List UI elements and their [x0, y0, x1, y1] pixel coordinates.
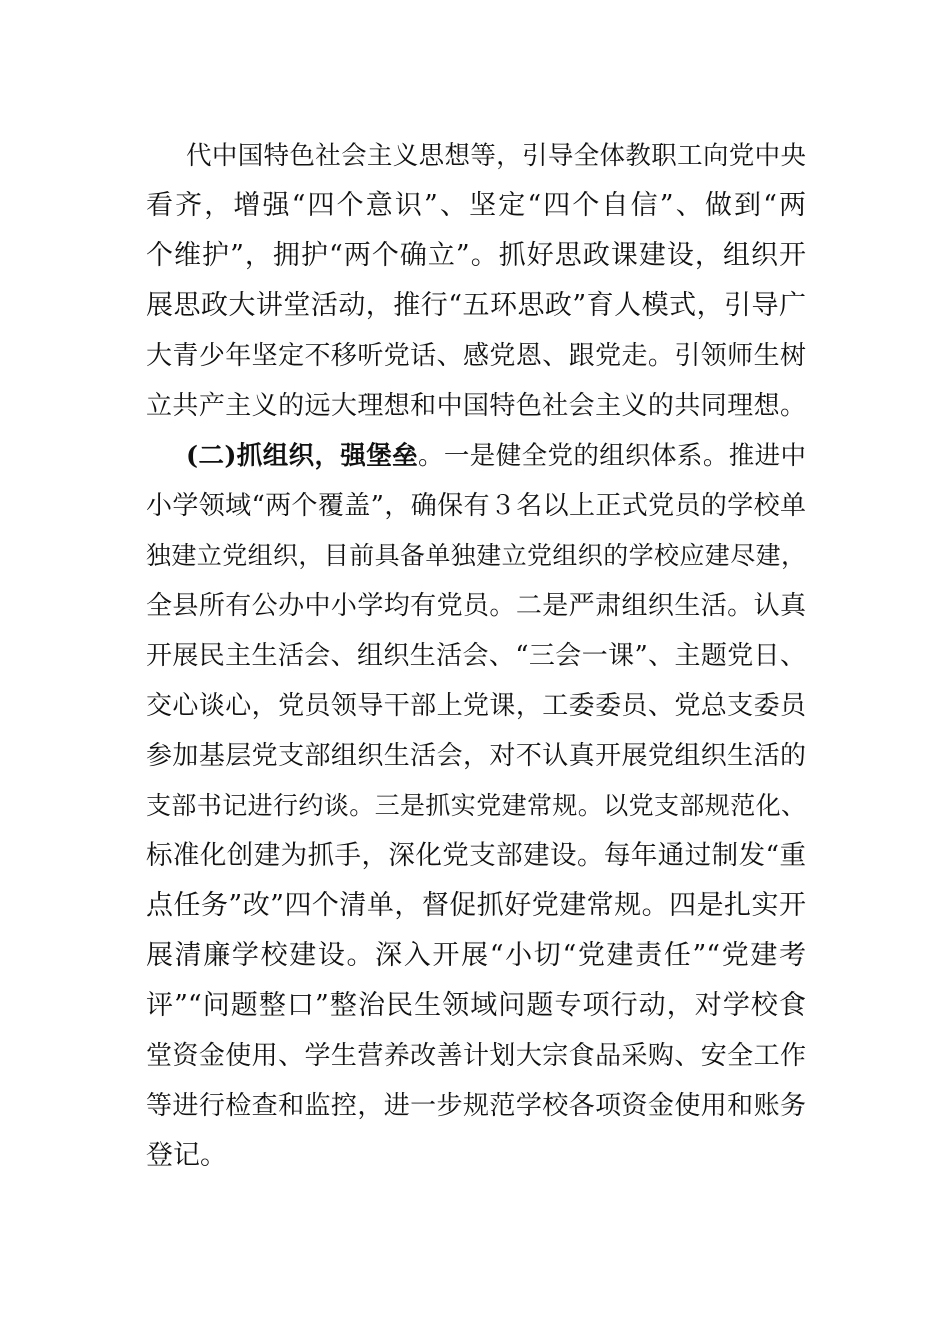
paragraph-line: 堂资金使用、学生营养改善计划大宗食品采购、安全工作	[146, 1041, 806, 1071]
paragraph-line: 登记。	[146, 1140, 227, 1171]
paragraph-line: 小学领域“两个覆盖”，确保有３名以上正式党员的学校单	[146, 491, 806, 521]
paragraph-line: 展清廉学校建设。深入开展“小切“党建责任”“党建考	[146, 940, 806, 971]
paragraph-line: 大青少年坚定不移听党话、感党恩、跟党走。引领师生树	[146, 341, 806, 371]
paragraph-line: 开展民主生活会、组织生活会、“三会一课”、主题党日、	[146, 641, 806, 671]
paragraph-line: 看齐，增强“四个意识”、坚定“四个自信”、做到“两	[146, 190, 806, 221]
paragraph-line: 立共产主义的远大理想和中国特色社会主义的共同理想。	[146, 391, 806, 421]
paragraph-line: 全县所有公办中小学均有党员。二是严肃组织生活。认真	[146, 591, 806, 621]
section-heading-rest: 。一是健全党的组织体系。推进中	[418, 441, 806, 471]
paragraph-line: 个维护”，拥护“两个确立”。抓好思政课建设，组织开	[146, 240, 806, 271]
paragraph-line: 展思政大讲堂活动，推行“五环思政”育人模式，引导广	[146, 290, 806, 321]
paragraph-line: 标准化创建为抓手，深化党支部建设。每年通过制发“重	[146, 840, 806, 871]
paragraph-line: 交心谈心，党员领导干部上党课，工委委员、党总支委员	[146, 691, 806, 721]
paragraph-line: 等进行检查和监控，进一步规范学校各项资金使用和账务	[146, 1091, 806, 1121]
paragraph-line: 参加基层党支部组织生活会，对不认真开展党组织生活的	[146, 741, 806, 771]
paragraph-line: 评”“问题整口”整治民生领域问题专项行动，对学校食	[146, 990, 806, 1021]
paragraph-line: 支部书记进行约谈。三是抓实党建常规。以党支部规范化、	[146, 791, 806, 820]
section-heading-line	[186, 438, 806, 474]
paragraph-line: 代中国特色社会主义思想等，引导全体教职工向党中央	[186, 141, 806, 171]
section-heading: (二)抓组织，强堡垒	[186, 441, 419, 471]
paragraph-line: 点任务”改”四个清单，督促抓好党建常规。四是扎实开	[146, 890, 806, 921]
paragraph-line: 独建立党组织，目前具备单独建立党组织的学校应建尽建，	[146, 541, 806, 570]
